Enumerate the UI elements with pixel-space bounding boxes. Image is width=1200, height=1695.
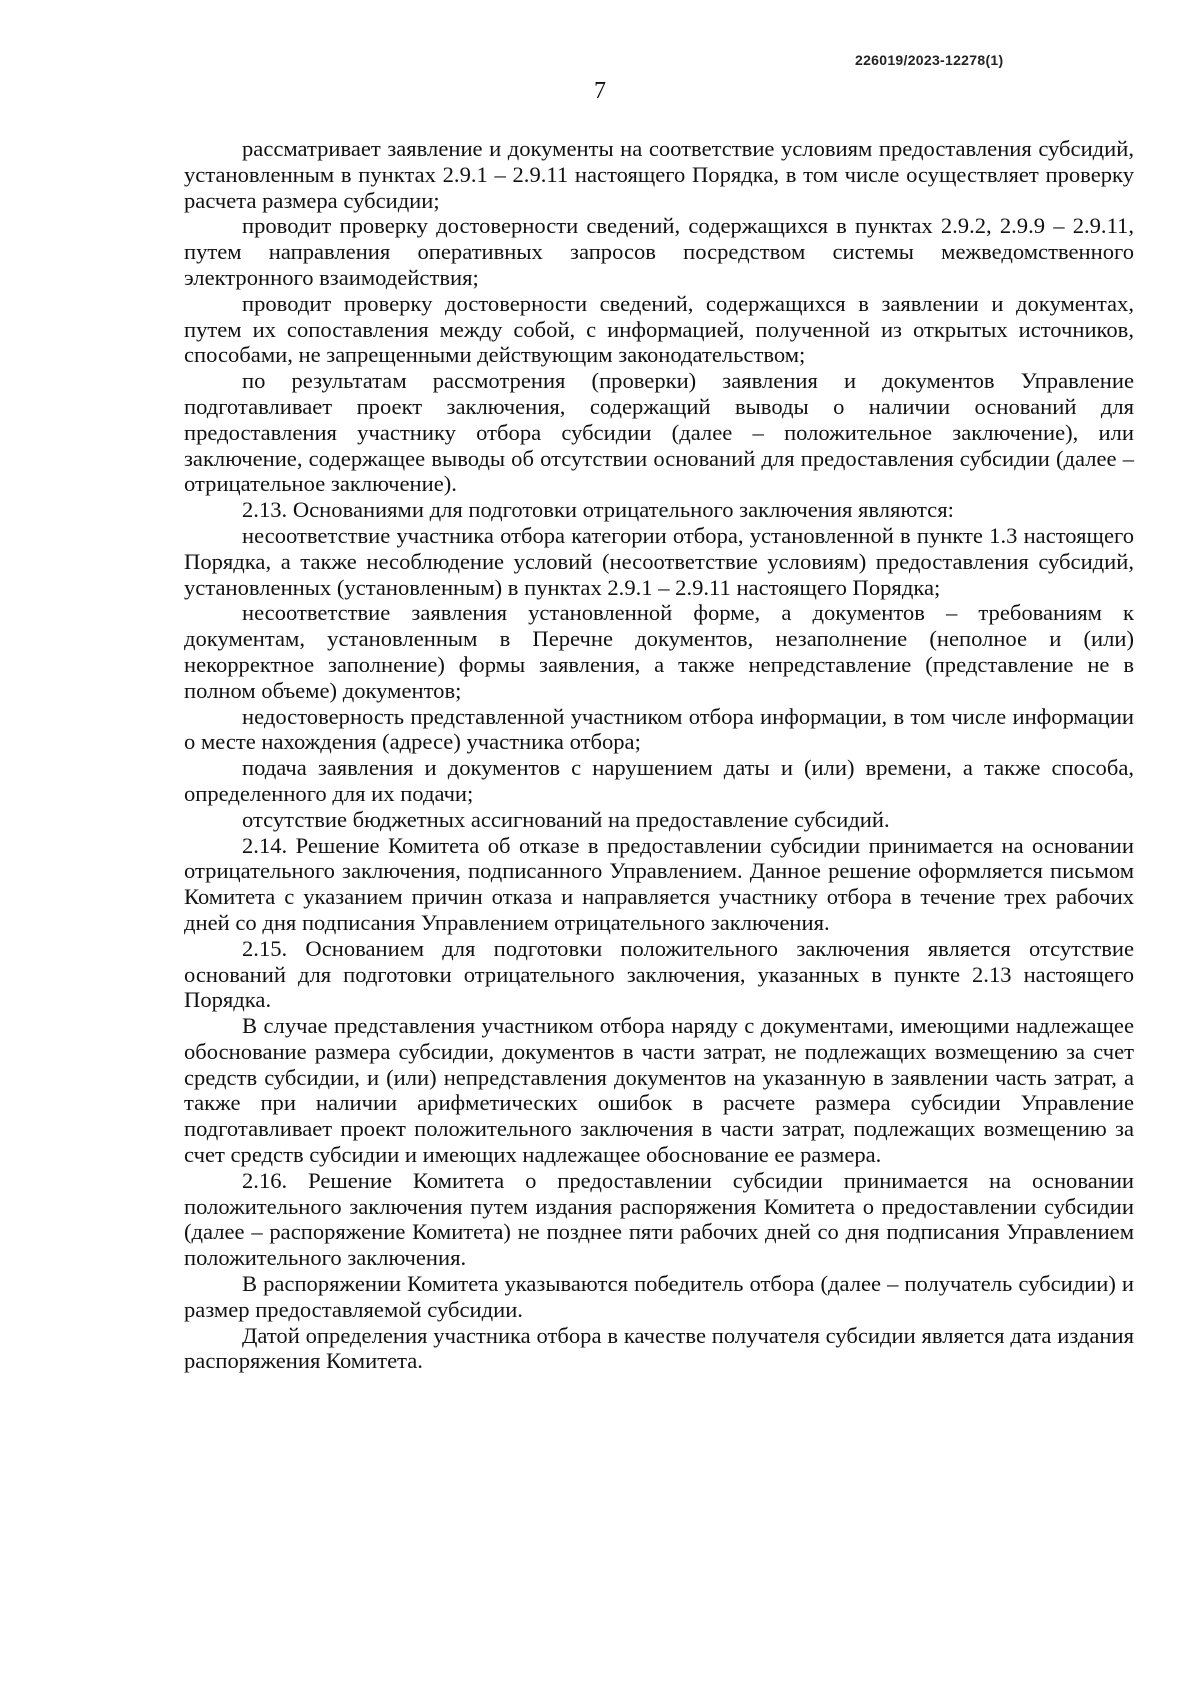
paragraph: отсутствие бюджетных ассигнований на предоставление субсидий. [242, 806, 890, 832]
document-id: 226019/2023-12278(1) [855, 52, 1004, 68]
paragraph: В случае представления участником отбора наряду с документами, имеющими надлежащее обоснование размера субсидии, документов в части затрат, не подлежащих возмещению за счет средств субсидии, и (или) непредставления документов на указанную в заявлении часть затрат, а также при наличии арифметических ошибок в расчете размера субсидии Управление подготавливает проект положительного заключения в части затрат, подлежащих возмещению за счет средств субсидии и имеющих надлежащее обоснование ее размера. [184, 1013, 1134, 1168]
paragraph: проводит проверку достоверности сведений, содержащихся в заявлении и документах, путем их сопоставления между собой, с информацией, полученной из открытых источников, способами, не запрещенными действующим законодательством; [184, 290, 1134, 368]
paragraph: несоответствие заявления установленной форме, а документов – требованиям к документам, установленным в Перечне документов, незаполнение (неполное и (или) некорректное заполнение) формы заявления, а также непредставление (представление не в полном объеме) документов; [184, 600, 1134, 703]
section-2-15: 2.15. Основанием для подготовки положительного заключения является отсутствие оснований для подготовки отрицательного заключения, указанных в пункте 2.13 настоящего Порядка. [184, 935, 1134, 1013]
section-2-16: 2.16. Решение Комитета о предоставлении субсидии принимается на основании положительного заключения путем издания распоряжения Комитета о предоставлении субсидии (далее – распоряжение Комитета) не позднее пяти рабочих дней со дня подписания Управлением положительного заключения. [184, 1167, 1134, 1271]
section-heading-2-13: 2.13. Основаниями для подготовки отрицательного заключения являются: [242, 497, 954, 523]
page-number: 7 [594, 78, 606, 104]
paragraph: Датой определения участника отбора в качестве получателя субсидии является дата издания распоряжения Комитета. [184, 1322, 1134, 1374]
section-2-14: 2.14. Решение Комитета об отказе в предоставлении субсидии принимается на основании отрицательного заключения, подписанного Управлением. Данное решение оформляется письмом Комитета с указанием причин отказа и направляется участнику отбора в течение трех рабочих дней со дня подписания Управлением отрицательного заключения. [184, 832, 1134, 935]
paragraph: несоответствие участника отбора категории отбора, установленной в пункте 1.3 настоящего Порядка, а также несоблюдение условий (несоответствие условиям) предоставления субсидий, установленных (установленным) в пунктах 2.9.1 – 2.9.11 настоящего Порядка; [184, 522, 1134, 600]
paragraph: В распоряжении Комитета указываются победитель отбора (далее – получатель субсидии) и размер предоставляемой субсидии. [184, 1271, 1134, 1322]
paragraph: недостоверность представленной участником отбора информации, в том числе информации о месте нахождения (адресе) участника отбора; [184, 703, 1134, 755]
paragraph: проводит проверку достоверности сведений, содержащихся в пунктах 2.9.2, 2.9.9 – 2.9.11, путем направления оперативных запросов посредством системы межведомственного электронного взаимодействия; [184, 213, 1134, 290]
paragraph: подача заявления и документов с нарушением даты и (или) времени, а также способа, определенного для их подачи; [184, 755, 1134, 806]
document-body [184, 136, 1134, 1374]
paragraph: рассматривает заявление и документы на соответствие условиям предоставления субсидий, установленным в пунктах 2.9.1 – 2.9.11 настоящего Порядка, в том числе осуществляет проверку расчета размера субсидии; [184, 136, 1134, 213]
paragraph: по результатам рассмотрения (проверки) заявления и документов Управление подготавливает проект заключения, содержащий выводы о наличии оснований для предоставления участнику отбора субсидии (далее – положительное заключение), или заключение, содержащее выводы об отсутствии оснований для предоставления субсидии (далее – отрицательное заключение). [184, 368, 1134, 497]
